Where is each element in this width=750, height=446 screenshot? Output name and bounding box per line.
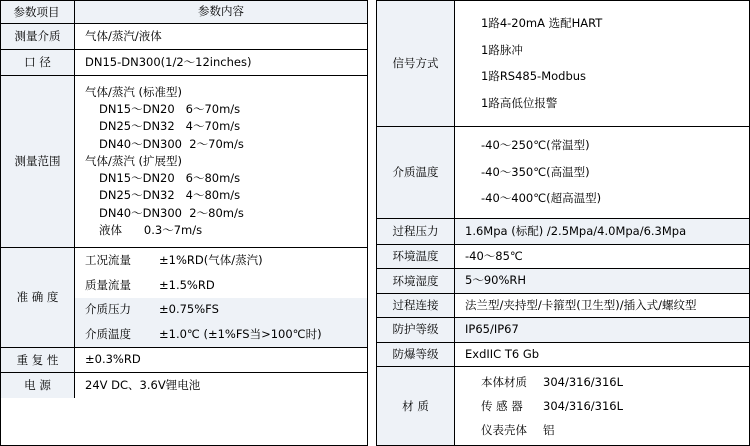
subrow-mass-flow [75,273,367,298]
row-label-medium-temperature: 介质温度 [377,127,455,218]
text-line: 1路4-20mA 选配HART [481,16,603,31]
header-cell-content: 参数内容 [75,1,367,23]
text-line: DN25～DN32 4～80m/s [99,188,241,203]
row-label-range: 测量范围 [1,76,75,247]
row-label-process-pressure: 过程压力 [377,219,455,244]
subrow-name: 质量流量 [85,277,131,292]
row-value-repeatability [75,348,367,372]
text-line: -40～400℃(超高温型) [481,191,602,206]
row-value-process-connection [455,294,749,317]
row-label-accuracy: 准 确 度 [1,248,75,347]
text-line: ±0.3%RD [85,352,141,367]
subrow-name: 传 感 器 [481,398,523,413]
header-cell-parameter: 参数项目 [1,1,75,23]
subrow-name: 仪表壳体 [481,423,527,438]
text-line: DN15～DN20 6～70m/s [99,102,241,117]
subrow-value: 304/316/316L [543,374,624,389]
subrow-value: ±1.0℃ (±1%FS当>100℃时) [159,327,322,341]
text-line: 气体/蒸汽 (扩展型) [85,153,183,168]
row-value-signal-output [455,1,749,126]
text-line: 气体/蒸汽 (标准型) [85,84,183,99]
subrow-value: ±1%RD(气体/蒸汽) [159,252,263,267]
table-row-power [1,373,367,398]
row-label-repeatability: 重 复 性 [1,348,75,372]
subrow-sensor-material [481,394,749,418]
text-line: -40～250℃(常温型) [481,138,590,153]
text-line: DN25～DN32 4～70m/s [99,119,241,134]
text-line: -40～85℃ [465,248,523,263]
row-value-range [75,76,367,247]
right-spec-table [376,0,750,446]
text-line: 液体 0.3～7m/s [99,222,203,237]
table-row-material [377,367,749,445]
row-label-medium: 测量介质 [1,24,75,49]
row-value-process-pressure [455,219,749,244]
subrow-working-flow [75,248,367,273]
subrow-body-material [481,370,749,394]
row-label-process-connection: 过程连接 [377,294,455,317]
subrow-value: 304/316/316L [543,398,624,413]
left-spec-table [0,0,368,446]
text-line: 法兰型/夹持型/卡箍型(卫生型)/插入式/螺纹型 [465,297,697,312]
text-line: ExdIIC T6 Gb [465,346,540,361]
text-line: 1路高低位报警 [481,95,558,110]
text-line: DN40～DN300 2～80m/s [99,205,244,220]
subrow-name: 本体材质 [481,374,527,389]
subrow-medium-temperature [75,322,367,347]
text-line: 气体/蒸汽/液体 [85,28,162,43]
row-label-material: 材 质 [377,367,455,445]
row-value-ambient-temperature [455,245,749,268]
table-row-ambient-temperature [377,245,749,269]
text-line: 1路脉冲 [481,42,523,57]
row-label-ambient-temperature: 环境温度 [377,245,455,268]
text-line: 5～90%RH [465,273,527,288]
row-value-diameter [75,50,367,75]
table-row-range [1,76,367,248]
row-label-explosion-proof-class: 防爆等级 [377,343,455,366]
text-line: IP65/IP67 [465,322,519,337]
subrow-value: ±1.5%RD [159,277,215,292]
subrow-name: 介质压力 [85,302,131,317]
table-row-medium [1,24,367,50]
table-row-medium-temperature [377,127,749,219]
row-label-diameter: 口 径 [1,50,75,75]
text-line: 1路RS485-Modbus [481,69,587,84]
row-value-medium [75,24,367,49]
row-label-ambient-humidity: 环境湿度 [377,269,455,292]
row-value-ambient-humidity [455,269,749,292]
subrow-name: 工况流量 [85,252,131,267]
subrow-housing-material [481,418,749,442]
table-header-row [1,1,367,24]
row-value-accuracy [75,248,367,347]
table-row-accuracy [1,248,367,348]
row-value-protection-class [455,318,749,341]
text-line: -40～350℃(高温型) [481,164,590,179]
row-label-power: 电 源 [1,373,75,398]
text-line: 24V DC、3.6V锂电池 [85,377,201,392]
table-row-repeatability [1,348,367,373]
subrow-value: ±0.75%FS [159,302,219,317]
table-row-process-connection [377,294,749,318]
table-row-ambient-humidity [377,269,749,293]
row-label-protection-class: 防护等级 [377,318,455,341]
subrow-medium-pressure [75,298,367,323]
text-line: 1.6Mpa (标配) /2.5Mpa/4.0Mpa/6.3Mpa [465,223,687,238]
row-value-medium-temperature [455,127,749,218]
text-line: DN15-DN300(1/2～12inches) [85,54,252,69]
table-row-diameter [1,50,367,76]
table-row-process-pressure [377,219,749,245]
subrow-name: 介质温度 [85,327,131,341]
table-row-protection-class [377,318,749,342]
row-label-signal-output: 信号方式 [377,1,455,126]
row-value-power [75,373,367,398]
table-row-explosion-proof-class [377,343,749,367]
row-value-explosion-proof-class [455,343,749,366]
table-row-signal-output [377,1,749,127]
text-line: DN15～DN20 6～80m/s [99,171,241,186]
row-value-material [455,367,749,445]
subrow-value: 铝 [543,423,555,438]
text-line: DN40～DN300 2～70m/s [99,136,244,151]
